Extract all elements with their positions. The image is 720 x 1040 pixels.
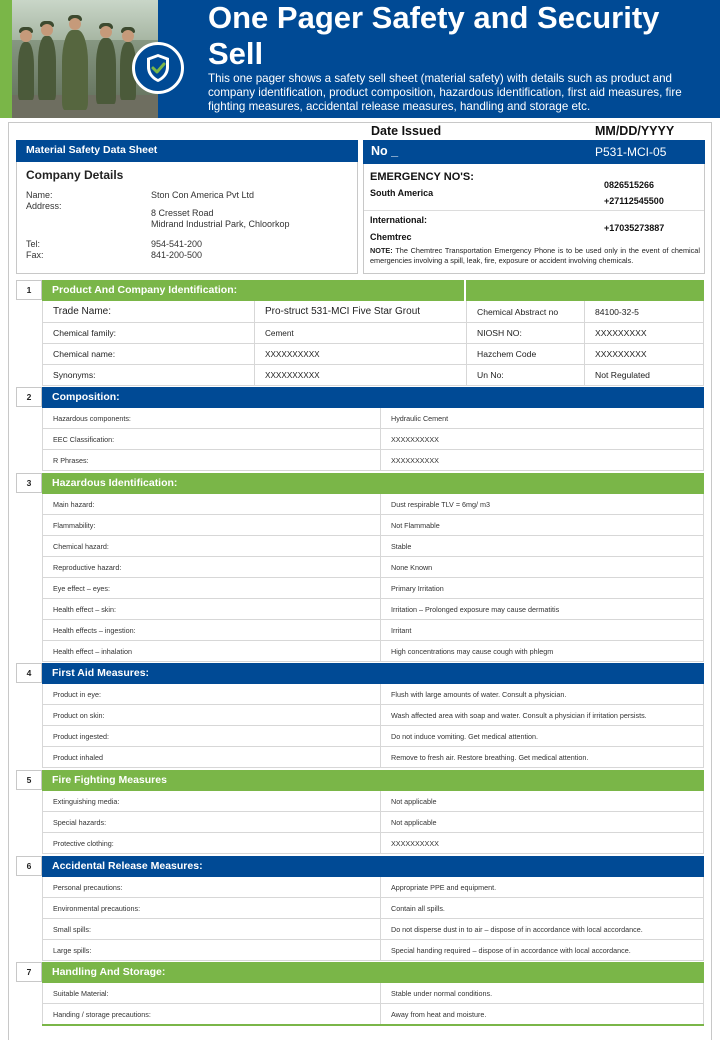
table-row bbox=[42, 747, 704, 768]
row-value: Not Flammable bbox=[391, 520, 440, 530]
international-label: International: bbox=[370, 215, 428, 225]
section-number: 7 bbox=[16, 962, 42, 982]
row-value: Stable under normal conditions. bbox=[391, 988, 493, 998]
section-title-text: Product And Company Identification: bbox=[52, 284, 238, 296]
company-fax-label: Fax: bbox=[26, 250, 44, 260]
table-row bbox=[42, 365, 704, 386]
table-row bbox=[42, 812, 704, 833]
row-label: Main hazard: bbox=[43, 494, 381, 514]
table-row bbox=[42, 578, 704, 599]
note-text: The Chemtrec Transportation Emergency Phone is to be used only in the event of chemical emergencies involving a spill, leak, fire, exposure or accident involving chemicals. bbox=[370, 246, 700, 265]
row-value: Wash affected area with soap and water. Consult a physician if irritation persists. bbox=[391, 710, 647, 720]
row-label: Chemical hazard: bbox=[43, 536, 381, 556]
row-label: NIOSH NO: bbox=[467, 323, 585, 343]
table-row bbox=[42, 684, 704, 705]
row-value: XXXXXXXXXX bbox=[391, 434, 439, 444]
row-value: XXXXXXXXX bbox=[595, 328, 647, 338]
row-value: XXXXXXXXXX bbox=[391, 455, 439, 465]
row-value: Not applicable bbox=[391, 817, 437, 827]
row-value: Not applicable bbox=[391, 796, 437, 806]
section-title-composition: Composition: bbox=[42, 387, 704, 408]
row-label: Product inhaled bbox=[43, 747, 381, 767]
row-label: Extinguishing media: bbox=[43, 791, 381, 811]
row-value: Primary Irritation bbox=[391, 583, 444, 593]
row-value: Cement bbox=[255, 323, 467, 343]
section-number: 4 bbox=[16, 663, 42, 683]
section-title-first-aid: First Aid Measures: bbox=[42, 663, 704, 684]
row-value: XXXXXXXXXX bbox=[391, 838, 439, 848]
row-label: EEC Classification: bbox=[43, 429, 381, 449]
section-number: 6 bbox=[16, 856, 42, 876]
table-row bbox=[42, 641, 704, 662]
document-number-value: P531-MCI-05 bbox=[595, 145, 667, 159]
company-tel-value: 954-541-200 bbox=[151, 239, 203, 249]
row-label: Handing / storage precautions: bbox=[43, 1004, 381, 1024]
section-number: 3 bbox=[16, 473, 42, 493]
table-row bbox=[42, 536, 704, 557]
row-value: High concentrations may cause cough with phlegm bbox=[391, 646, 554, 656]
row-value: Special handing required – dispose of in accordance with local accordance. bbox=[391, 945, 631, 955]
section-title-accidental-release: Accidental Release Measures: bbox=[42, 856, 704, 877]
row-value: Away from heat and moisture. bbox=[391, 1009, 487, 1019]
table-row bbox=[42, 940, 704, 961]
emergency-box bbox=[363, 164, 705, 274]
row-label: Product in eye: bbox=[43, 684, 381, 704]
row-label: Un No: bbox=[467, 365, 585, 385]
row-value: XXXXXXXXXX bbox=[255, 365, 467, 385]
table-row bbox=[42, 344, 704, 365]
header-accent-bar bbox=[0, 0, 12, 118]
row-label: Chemical Abstract no bbox=[467, 301, 585, 322]
table-row bbox=[42, 323, 704, 344]
table-row bbox=[42, 429, 704, 450]
row-label: Health effect – inhalation bbox=[43, 641, 381, 661]
row-value: Irritation – Prolonged exposure may cause dermatitis bbox=[391, 604, 560, 614]
table-row bbox=[42, 620, 704, 641]
row-label: Chemical family: bbox=[43, 323, 255, 343]
table-row bbox=[42, 557, 704, 578]
row-value: Contain all spills. bbox=[391, 903, 445, 913]
company-details-title: Company Details bbox=[26, 168, 124, 182]
row-label: Large spills: bbox=[43, 940, 381, 960]
table-row bbox=[42, 726, 704, 747]
company-tel-label: Tel: bbox=[26, 239, 41, 249]
row-value: XXXXXXXXXX bbox=[255, 344, 467, 364]
company-name-label: Name: bbox=[26, 190, 53, 200]
company-address-line2: Midrand Industrial Park, Chloorkop bbox=[151, 219, 290, 229]
chemtrec-label: Chemtrec bbox=[370, 232, 412, 242]
row-value: Flush with large amounts of water. Consult a physician. bbox=[391, 689, 567, 699]
table-row bbox=[42, 515, 704, 536]
table-row bbox=[42, 408, 704, 429]
table-row bbox=[42, 494, 704, 515]
row-label: Flammability: bbox=[43, 515, 381, 535]
note-label: NOTE: bbox=[370, 246, 393, 255]
section-number: 1 bbox=[16, 280, 42, 300]
table-row bbox=[42, 898, 704, 919]
company-fax-value: 841-200-500 bbox=[151, 250, 203, 260]
table-row bbox=[42, 833, 704, 854]
section-title-handling-storage: Handling And Storage: bbox=[42, 962, 704, 983]
row-label: Product on skin: bbox=[43, 705, 381, 725]
emergency-note bbox=[370, 246, 700, 266]
row-label: Reproductive hazard: bbox=[43, 557, 381, 577]
table-row bbox=[42, 705, 704, 726]
row-label: Health effects – ingestion: bbox=[43, 620, 381, 640]
page-subtitle: This one pager shows a safety sell sheet (material safety) with details such as product and company identification, product composition, hazardous identification, first aid measures, fire fighting measures, accidental release measures, handling and storage etc. bbox=[208, 72, 682, 113]
row-label: Suitable Material: bbox=[43, 983, 381, 1003]
document-number-label: No _ bbox=[371, 144, 399, 158]
row-value: Stable bbox=[391, 541, 412, 551]
table-row bbox=[42, 983, 704, 1004]
row-value: Remove to fresh air. Restore breathing. Get medical attention. bbox=[391, 752, 589, 762]
section-number: 2 bbox=[16, 387, 42, 407]
date-issued-label: Date Issued bbox=[371, 124, 442, 138]
emergency-title: EMERGENCY NO'S: bbox=[370, 171, 474, 183]
row-value: Not Regulated bbox=[595, 370, 650, 380]
row-label: Eye effect – eyes: bbox=[43, 578, 381, 598]
row-label: Small spills: bbox=[43, 919, 381, 939]
row-value: Do not disperse dust in to air – dispose of in accordance with local accordance. bbox=[391, 924, 643, 934]
row-label: Chemical name: bbox=[43, 344, 255, 364]
company-name-value: Ston Con America Pvt Ltd bbox=[151, 190, 255, 200]
south-america-label: South America bbox=[370, 188, 434, 198]
section-number: 5 bbox=[16, 770, 42, 790]
date-issued-value: MM/DD/YYYY bbox=[595, 124, 675, 138]
msds-title-bar: Material Safety Data Sheet bbox=[16, 140, 358, 162]
company-details-box bbox=[16, 162, 358, 274]
row-value: Appropriate PPE and equipment. bbox=[391, 882, 497, 892]
shield-check-icon bbox=[132, 42, 184, 94]
table-row bbox=[42, 877, 704, 898]
row-value: XXXXXXXXX bbox=[595, 349, 647, 359]
emergency-phone-1: 0826515266 bbox=[604, 180, 655, 190]
table-row bbox=[42, 791, 704, 812]
row-value: Hydraulic Cement bbox=[391, 413, 449, 423]
page-header bbox=[0, 0, 720, 118]
row-label: Trade Name: bbox=[43, 301, 255, 322]
table-row bbox=[42, 1004, 704, 1025]
row-value: None Known bbox=[391, 562, 433, 572]
row-label: Health effect – skin: bbox=[43, 599, 381, 619]
document-number-bar bbox=[363, 140, 705, 164]
section-title-product-identification bbox=[42, 280, 704, 301]
row-value: Pro-struct 531-MCI Five Star Grout bbox=[255, 301, 467, 322]
row-label: Hazardous components: bbox=[43, 408, 381, 428]
row-label: Protective clothing: bbox=[43, 833, 381, 853]
row-label: Special hazards: bbox=[43, 812, 381, 832]
row-label: R Phrases: bbox=[43, 450, 381, 470]
company-address-label: Address: bbox=[26, 201, 62, 211]
page-title: One Pager Safety and Security Sell bbox=[208, 0, 660, 71]
table-row bbox=[42, 301, 704, 323]
company-address-line1: 8 Cresset Road bbox=[151, 208, 214, 218]
row-value: Do not induce vomiting. Get medical attention. bbox=[391, 731, 539, 741]
row-label: Environmental precautions: bbox=[43, 898, 381, 918]
row-label: Personal precautions: bbox=[43, 877, 381, 897]
table-row bbox=[42, 450, 704, 471]
table-row bbox=[42, 919, 704, 940]
row-label: Product ingested: bbox=[43, 726, 381, 746]
bottom-accent-line bbox=[42, 1024, 704, 1026]
row-label: Synonyms: bbox=[43, 365, 255, 385]
row-value: Irritant bbox=[391, 625, 412, 635]
section-title-fire-fighting: Fire Fighting Measures bbox=[42, 770, 704, 791]
row-label: Hazchem Code bbox=[467, 344, 585, 364]
emergency-phone-3: +17035273887 bbox=[604, 223, 665, 233]
emergency-phone-2: +27112545500 bbox=[604, 196, 664, 206]
table-row bbox=[42, 599, 704, 620]
row-value: 84100-32-5 bbox=[595, 306, 639, 317]
row-value: Dust respirable TLV = 6mg/ m3 bbox=[391, 499, 491, 509]
section-title-hazardous-identification: Hazardous Identification: bbox=[42, 473, 704, 494]
